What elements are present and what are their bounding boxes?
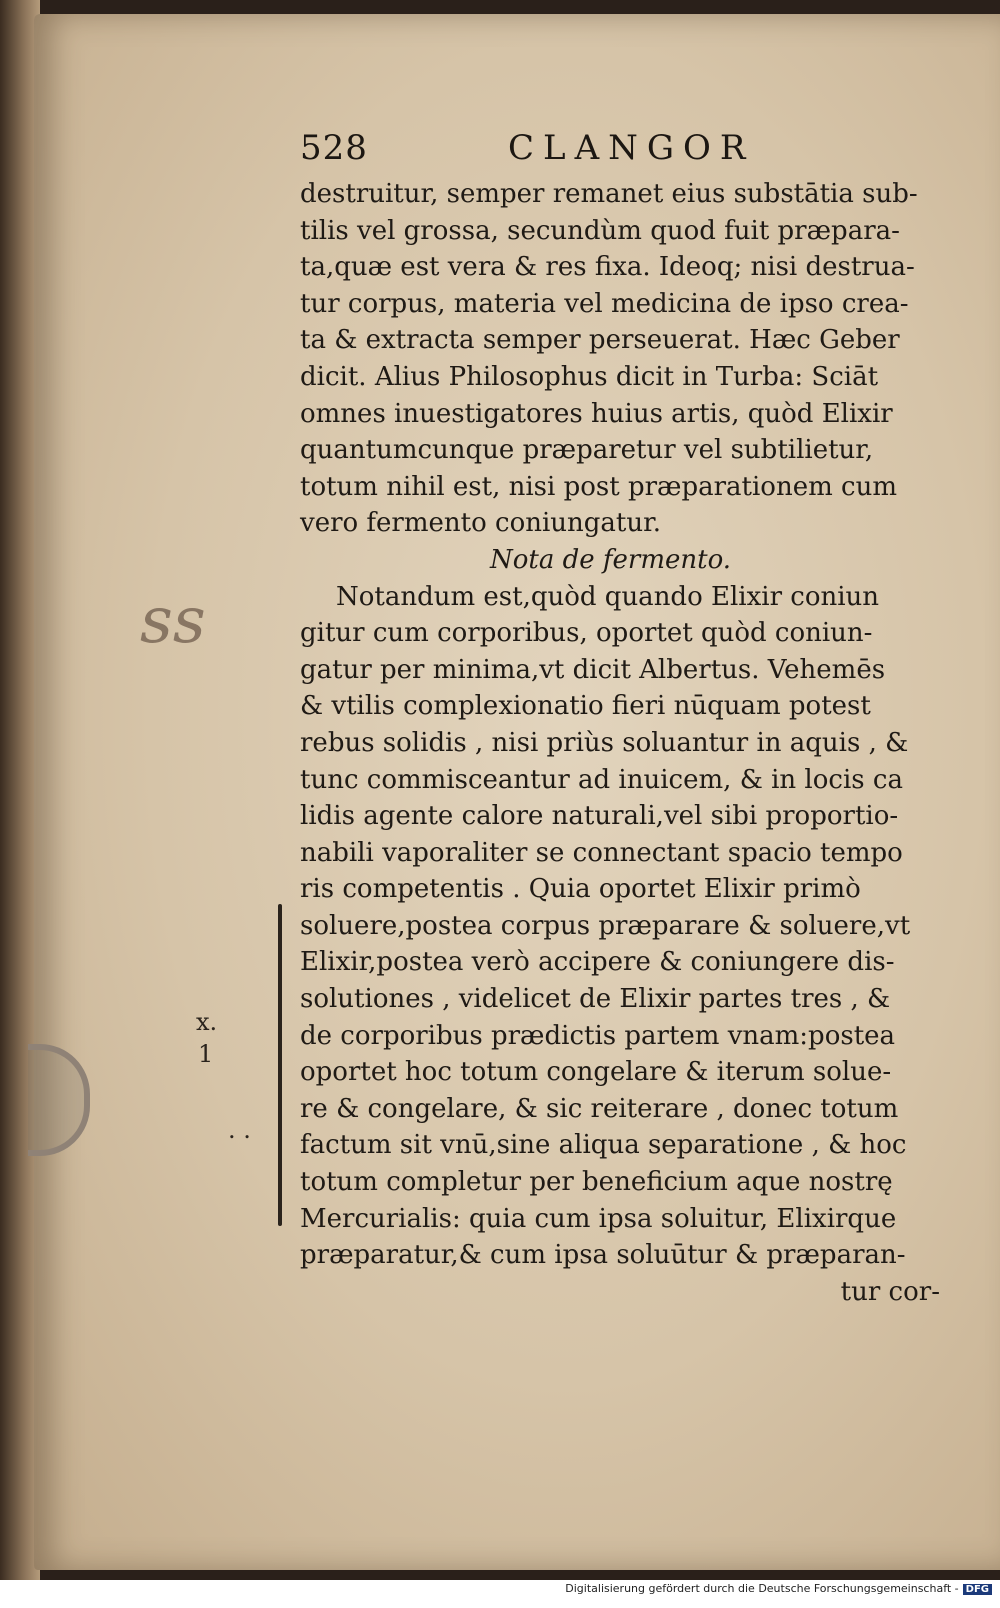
text-line: dicit. Alius Philosophus dicit in Turba: Sciāt: [300, 361, 879, 392]
text-line: tunc commisceantur ad inuicem, & in locis ca: [300, 764, 903, 795]
book-clasp: [28, 1044, 90, 1156]
margin-note-1: x.: [196, 1008, 218, 1036]
text-line: nabili vaporaliter se connectant spacio tempo: [300, 837, 903, 868]
text-line: soluere,postea corpus præparare & soluere,vt: [300, 910, 911, 941]
text-line: de corporibus prædictis partem vnam:postea: [300, 1020, 896, 1051]
text-line: Elixir,postea verò accipere & coniungere dis-: [300, 947, 895, 978]
text-line: re & congelare, & sic reiterare , donec totum: [300, 1093, 899, 1124]
digitization-credit: [565, 1582, 992, 1595]
page-text: [300, 176, 940, 1310]
text-line: præparatur,& cum ipsa soluūtur & præparan-: [300, 1240, 906, 1271]
margin-note-3: . .: [228, 1116, 251, 1144]
text-line: rebus solidis , nisi priùs soluantur in aquis , &: [300, 727, 909, 758]
text-line: solutiones , videlicet de Elixir partes tres , &: [300, 984, 891, 1015]
credit-text: Digitalisierung gefördert durch die Deutsche Forschungsgemeinschaft -: [565, 1582, 959, 1595]
text-line: tur cor-: [840, 1276, 940, 1307]
page-header: [300, 128, 760, 174]
handwritten-margin-mark: ss: [140, 584, 206, 658]
page-number: 528: [300, 128, 368, 168]
text-line: oportet hoc totum congelare & iterum solue-: [300, 1057, 892, 1088]
text-line: Notandum est,quòd quando Elixir coniun: [336, 581, 880, 612]
text-line: gatur per minima,vt dicit Albertus. Vehemēs: [300, 654, 886, 685]
text-line: omnes inuestigatores huius artis, quòd Elixir: [300, 398, 893, 429]
text-line: totum nihil est, nisi post præparationem cum: [300, 471, 897, 502]
text-line: totum completur per beneficium aque nostrę: [300, 1167, 893, 1198]
text-line: ta & extracta semper perseuerat. Hæc Geber: [300, 325, 900, 356]
text-line: ta,quæ est vera & res fixa. Ideoq; nisi destrua-: [300, 252, 915, 283]
text-line: tur corpus, materia vel medicina de ipso crea-: [300, 288, 909, 319]
text-line: tilis vel grossa, secundùm quod fuit præpara-: [300, 215, 900, 246]
text-line: Mercurialis: quia cum ipsa soluitur, Elixirque: [300, 1203, 897, 1234]
text-line: ris competentis . Quia oportet Elixir primò: [300, 874, 861, 905]
text-line: factum sit vnū,sine aliqua separatione , & hoc: [300, 1130, 907, 1161]
running-head: CLANGOR: [508, 128, 755, 168]
section-heading: Nota de fermento.: [490, 544, 732, 575]
text-line: lidis agente calore naturali,vel sibi proportio-: [300, 801, 899, 832]
margin-note-2: 1: [198, 1040, 214, 1068]
margin-bracket-line: [278, 904, 282, 1226]
text-line: destruitur, semper remanet eius substātia sub-: [300, 179, 918, 209]
text-line: gitur cum corporibus, oportet quòd coniun-: [300, 618, 873, 649]
text-line: quantumcunque præparetur vel subtilietur,: [300, 435, 874, 466]
text-line: vero fermento coniungatur.: [300, 508, 661, 539]
dfg-logo: DFG: [963, 1584, 992, 1595]
text-line: & vtilis complexionatio fieri nūquam potest: [300, 691, 871, 722]
